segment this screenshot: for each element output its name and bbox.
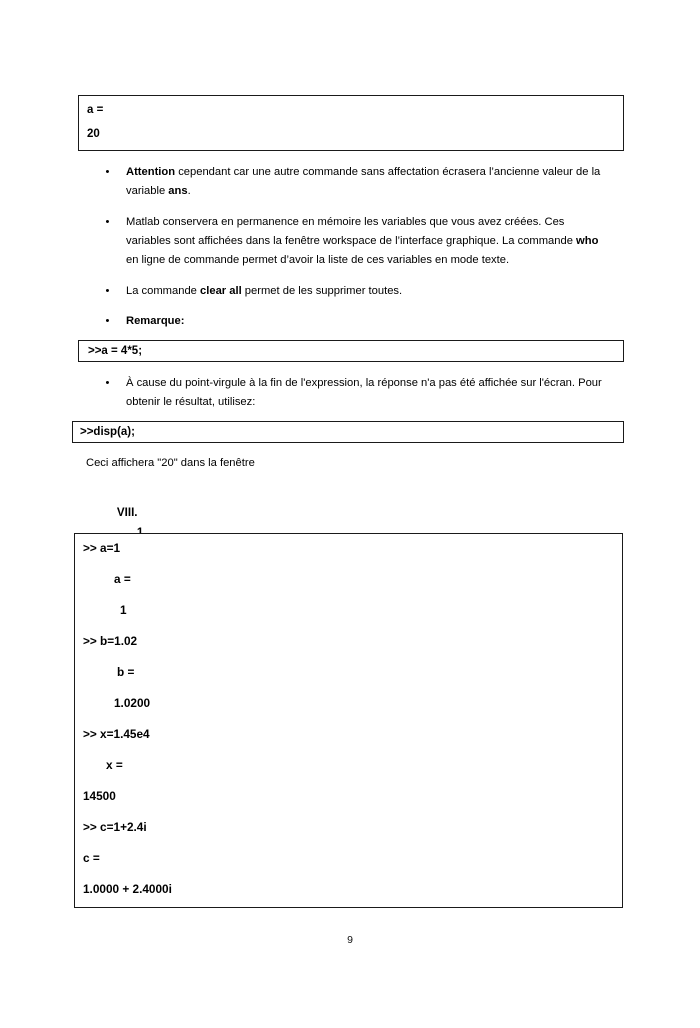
bullet-marker: • — [105, 216, 110, 228]
emphasis-text: ans — [168, 185, 188, 197]
emphasis-text: clear all — [200, 285, 242, 297]
bullet-marker: • — [105, 166, 110, 178]
heading-section-number: VIII. — [116, 506, 138, 519]
session-code-line: 1.0200 — [114, 696, 151, 710]
paragraph-display-note: Ceci affichera "20" dans la fenêtre — [86, 457, 255, 469]
list-item-text — [126, 282, 402, 301]
session-code-line: a = — [114, 572, 131, 586]
session-code-line: x = — [106, 758, 123, 772]
bullet-marker: • — [105, 285, 110, 297]
body-text: permet de les supprimer toutes. — [241, 285, 403, 297]
session-code-box — [74, 533, 623, 908]
list-item-text — [126, 163, 603, 201]
command-line-disp: >>disp(a); — [80, 426, 135, 438]
output-box-variable-a — [78, 95, 624, 151]
session-code-line: >> b=1.02 — [83, 634, 138, 648]
emphasis-text: Attention — [126, 166, 176, 178]
body-text: en ligne de commande permet d’avoir la liste de ces variables en mode texte. — [126, 254, 510, 266]
list-item-text — [126, 374, 608, 412]
session-code-line: b = — [117, 665, 135, 679]
output-line-a-equals: a = — [87, 104, 104, 116]
emphasis-text: who — [576, 235, 599, 247]
session-code-line: >> a=1 — [83, 541, 121, 555]
body-text: Matlab conservera en permanence en mémoire les variables que vous avez créées. Ces variables sont affichées dans la fenêtre workspace de l’interface graphique. La commande — [126, 216, 577, 247]
body-text: À cause du point-virgule à la fin de l'expression, la réponse n'a pas été affichée sur l'écran. Pour obtenir le résultat, utilisez: — [126, 377, 602, 408]
session-code-line: >> x=1.45e4 — [83, 727, 150, 741]
body-text: cependant car une autre commande sans affectation écrasera l’ancienne valeur de la variable — [126, 166, 601, 197]
command-box-multiply — [78, 340, 624, 362]
output-line-a-value: 20 — [87, 128, 100, 140]
command-box-disp — [72, 421, 624, 443]
body-text: . — [187, 185, 191, 197]
body-text: La commande — [126, 285, 201, 297]
command-line-multiply: >>a = 4*5; — [88, 345, 143, 357]
emphasis-text: Remarque: — [126, 315, 185, 327]
bullet-marker: • — [105, 315, 110, 327]
list-item-text — [126, 312, 184, 331]
page-number: 9 — [347, 934, 353, 946]
session-code-line: 14500 — [83, 789, 116, 803]
session-code-line: 1 — [120, 603, 127, 617]
session-code-line: 1.0000 + 2.4000i — [83, 882, 172, 896]
session-code-line: >> c=1+2.4i — [83, 820, 147, 834]
list-item-text — [126, 213, 603, 270]
bullet-marker: • — [105, 377, 110, 389]
session-code-line: c = — [83, 851, 100, 865]
